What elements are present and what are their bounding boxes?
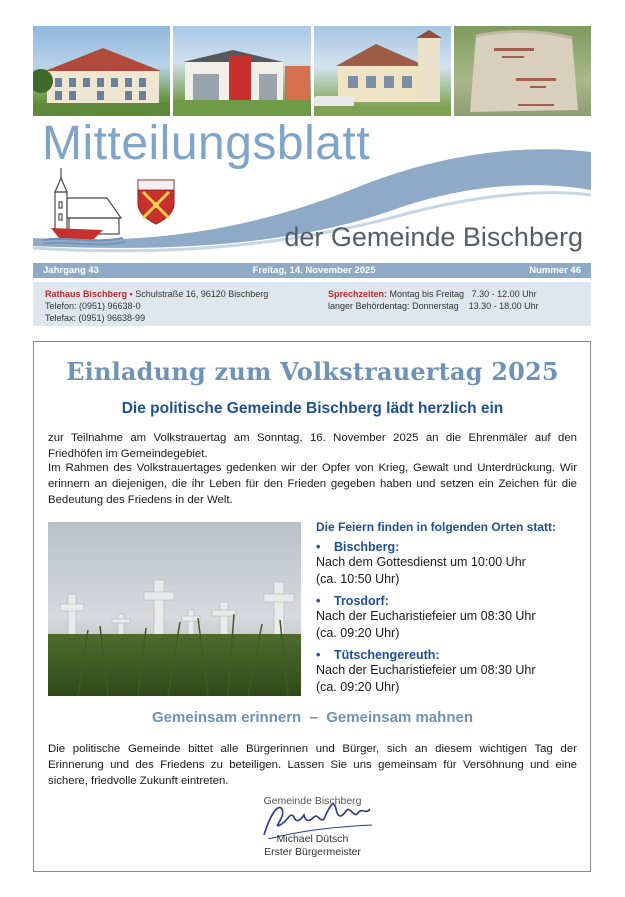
location-time: Nach der Eucharistiefeier um 08:30 Uhr <box>316 663 536 677</box>
location-approx-time: (ca. 09:20 Uhr) <box>316 680 400 694</box>
signature-organisation: Gemeinde Bischberg <box>263 795 362 807</box>
fire-station-photo <box>173 26 310 116</box>
intro-paragraph: zur Teilnahme am Volkstrauertag am Sonntag, 16. November 2025 an die Ehrenmäler auf den Friedhöfen im Gemeindegebiet. <box>48 432 577 460</box>
office-address: Schulstraße 16, 96120 Bischberg <box>135 289 269 299</box>
issue-info-bar <box>33 263 591 278</box>
header-photo-strip <box>33 26 591 116</box>
office-phone: Telefon: (0951) 96638-0 <box>45 301 141 311</box>
masthead-title: Mitteilungsblatt <box>42 117 371 170</box>
body-paragraph: Im Rahmen des Volkstrauertages gedenken wir der Opfer von Krieg, Gewalt und Unterdrückung. Wir erinnern an diejenigen, die ihr Leben für den Frieden gegeben haben und setzen ein Zeichen für die Bedeutung des Friedens in der Welt. <box>48 462 577 506</box>
contact-bar <box>33 282 591 326</box>
slogan-left: Gemeinsam erinnern <box>152 709 302 726</box>
war-cemetery-crosses-photo <box>48 522 301 696</box>
mayor-name: Michael Dütsch <box>276 833 349 845</box>
location-time: Nach der Eucharistiefeier um 08:30 Uhr <box>316 609 536 623</box>
contact-address-block: Rathaus Bischberg • Schulstraße 16, 96120 Bischberg Telefon: (0951) 96638-0 Telefax: (0951) 96638-99 <box>45 289 269 323</box>
office-fax: Telefax: (0951) 96638-99 <box>45 313 146 323</box>
masthead-subtitle: der Gemeinde Bischberg <box>284 222 583 252</box>
bullet-icon: • <box>316 594 321 608</box>
town-hall-photo <box>33 26 170 116</box>
memorial-stone-photo <box>454 26 591 116</box>
location-approx-time: (ca. 10:50 Uhr) <box>316 572 400 586</box>
closing-paragraph: Die politische Gemeinde bittet alle Bürgerinnen und Bürger, sich an diesem wichtigen Tag der Erinnerung und des Friedens zu beteiligen. Lassen Sie uns gemeinsam für Versöhnung und eine sichere, friedvolle Zukunft eintreten. <box>48 743 577 787</box>
location-name: Trosdorf: <box>334 594 389 608</box>
hours-days: Montag bis Freitag <box>389 289 465 299</box>
slogan-dash: – <box>309 709 318 726</box>
mayor-role: Erster Bürgermeister <box>264 846 361 858</box>
issue-number: Nummer 46 <box>529 265 581 276</box>
volume-label: Jahrgang 43 <box>43 265 99 276</box>
article-subtitle: Die politische Gemeinde Bischberg lädt herzlich ein <box>121 400 504 417</box>
location-approx-time: (ca. 09:20 Uhr) <box>316 626 400 640</box>
office-label: Rathaus Bischberg <box>45 289 128 299</box>
long-day-label: langer Behördentag: Donnerstag <box>328 301 459 311</box>
long-day-time: 13.30 - 18.00 Uhr <box>468 301 539 311</box>
location-time: Nach dem Gottesdienst um 10:00 Uhr <box>316 555 526 569</box>
ceremony-locations <box>316 520 586 696</box>
signature-block <box>240 795 385 858</box>
location-item <box>316 648 586 696</box>
slogan <box>0 709 625 726</box>
location-name: Bischberg: <box>334 540 400 554</box>
issue-date: Freitag, 14. November 2025 <box>252 265 376 276</box>
bullet-icon: • <box>316 648 321 662</box>
coat-of-arms-icon <box>138 180 174 224</box>
church-icon <box>55 168 121 234</box>
slogan-right: Gemeinsam mahnen <box>326 709 473 726</box>
location-item <box>316 540 586 588</box>
location-item <box>316 594 586 642</box>
location-name: Tütschengereuth: <box>334 648 440 662</box>
bullet-icon: • <box>316 540 321 554</box>
office-hours-block <box>328 288 539 312</box>
article-title: Einladung zum Volkstrauertag 2025 <box>66 357 559 386</box>
locations-heading: Die Feiern finden in folgenden Orten statt: <box>316 520 557 534</box>
community-house-photo <box>314 26 451 116</box>
hours-label: Sprechzeiten: <box>328 289 388 299</box>
hours-time: 7.30 - 12.00 Uhr <box>471 289 537 299</box>
